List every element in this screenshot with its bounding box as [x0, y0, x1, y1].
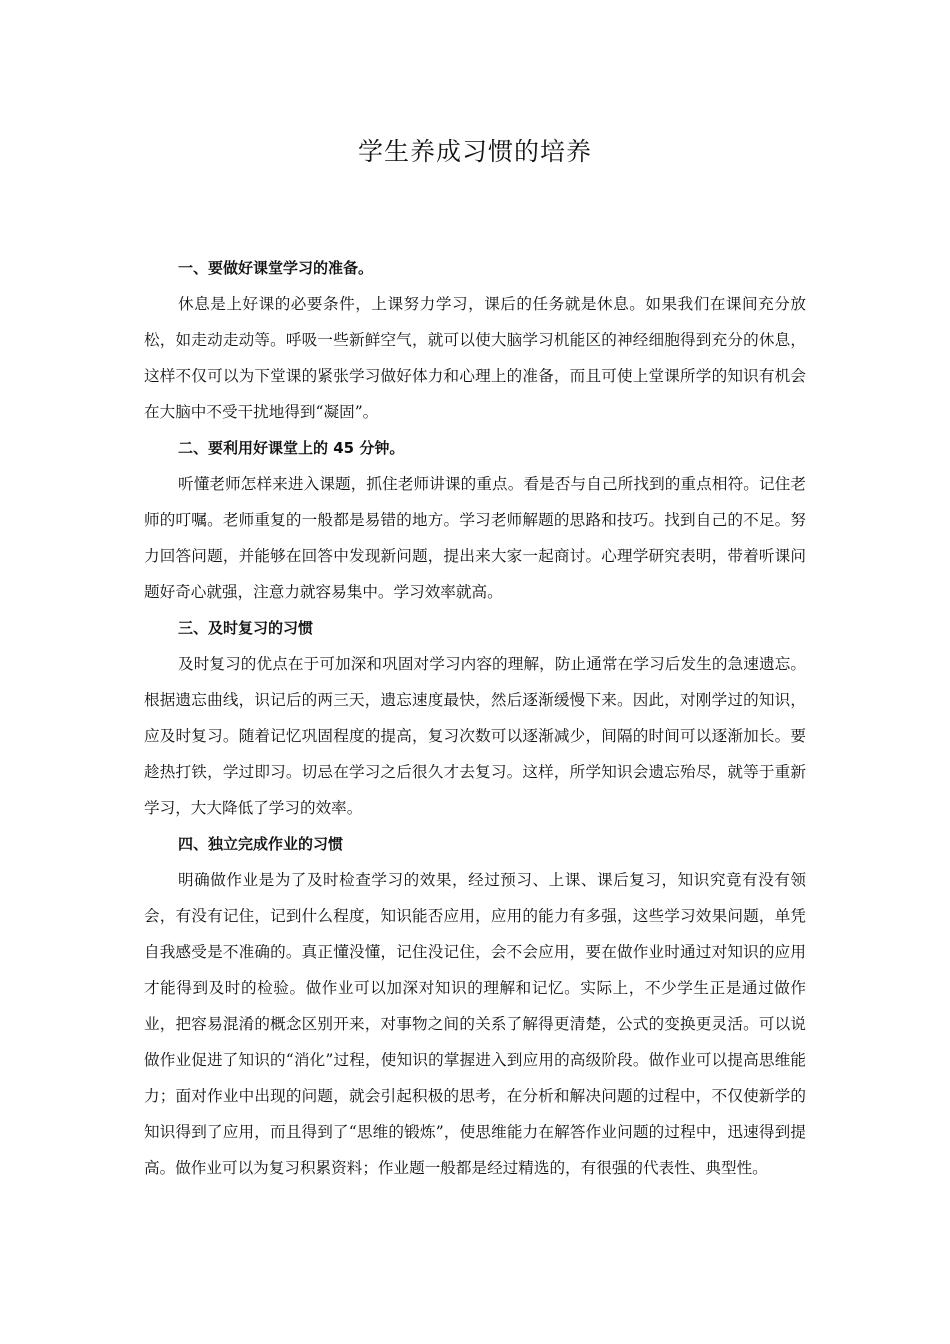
section-heading: 二、要利用好课堂上的 45 分钟。	[178, 439, 405, 457]
section-4	[144, 826, 806, 1186]
section-paragraph: 听懂老师怎样来进入课题，抓住老师讲课的重点。看是否与自己所找到的重点相符。记住老师的叮嘱。老师重复的一般都是易错的地方。学习老师解题的思路和技巧。找到自己的不足。努力回答问题，并能够在回答中发现新问题，提出来大家一起商讨。心理学研究表明，带着听课问题好奇心就强，注意力就容易集中。学习效率就高。	[144, 475, 806, 601]
section-3	[144, 610, 806, 826]
section-paragraph: 及时复习的优点在于可加深和巩固对学习内容的理解，防止通常在学习后发生的急速遗忘。根据遗忘曲线，识记后的两三天，遗忘速度最快，然后逐渐缓慢下来。因此，对刚学过的知识，应及时复习。随着记忆巩固程度的提高，复习次数可以逐渐减少，间隔的时间可以逐渐加长。要趁热打铁，学过即习。切忌在学习之后很久才去复习。这样，所学知识会遗忘殆尽，就等于重新学习，大大降低了学习的效率。	[144, 655, 806, 817]
section-heading: 三、及时复习的习惯	[178, 619, 314, 637]
section-paragraph: 明确做作业是为了及时检查学习的效果，经过预习、上课、课后复习，知识究竟有没有领会，有没有记住，记到什么程度，知识能否应用，应用的能力有多强，这些学习效果问题，单凭自我感受是不准确的。真正懂没懂，记住没记住，会不会应用，要在做作业时通过对知识的应用才能得到及时的检验。做作业可以加深对知识的理解和记忆。实际上，不少学生正是通过做作业，把容易混淆的概念区别开来，对事物之间的关系了解得更清楚，公式的变换更灵活。可以说做作业促进了知识的“消化”过程，使知识的掌握进入到应用的高级阶段。做作业可以提高思维能力；面对作业中出现的问题，就会引起积极的思考，在分析和解决问题的过程中，不仅使新学的知识得到了应用，而且得到了“思维的锻炼”，使思维能力在解答作业问题的过程中，迅速得到提高。做作业可以为复习积累资料；作业题一般都是经过精选的，有很强的代表性、典型性。	[144, 871, 806, 1177]
section-2	[144, 430, 806, 610]
section-heading: 一、要做好课堂学习的准备。	[178, 259, 374, 277]
section-paragraph: 休息是上好课的必要条件，上课努力学习，课后的任务就是休息。如果我们在课间充分放松，如走动走动等。呼吸一些新鲜空气，就可以使大脑学习机能区的神经细胞得到充分的休息，这样不仅可以为下堂课的紧张学习做好体力和心理上的准备，而且可使上堂课所学的知识有机会在大脑中不受干扰地得到“凝固”。	[144, 295, 806, 421]
section-1	[144, 250, 806, 430]
document-title: 学生养成习惯的培养	[357, 137, 592, 166]
document-body	[144, 250, 806, 1186]
section-heading: 四、独立完成作业的习惯	[178, 835, 344, 853]
